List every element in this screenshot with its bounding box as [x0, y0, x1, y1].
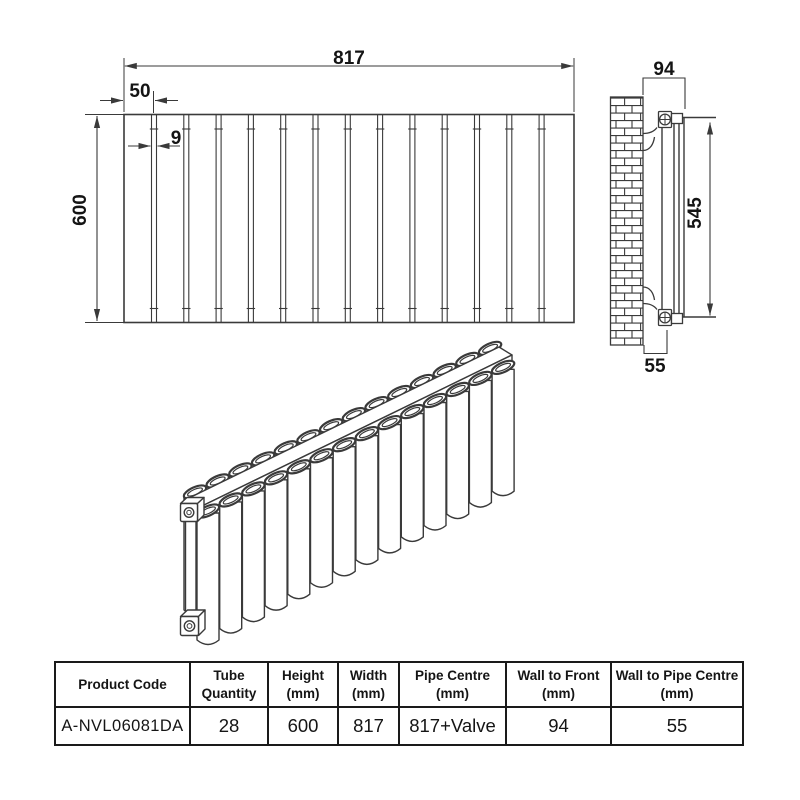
header-line2: (mm): [286, 685, 320, 701]
spec-table-row: [55, 707, 743, 745]
spec-value-cell: 28: [190, 707, 268, 745]
dim-bracket-94: [643, 78, 685, 109]
spec-table-header-row: [55, 662, 743, 707]
header-line1: Pipe Centre: [414, 667, 491, 683]
header-line1: Product Code: [78, 676, 167, 692]
spec-table-header: [399, 662, 506, 707]
dim-text-wall-to-front: 94: [653, 59, 675, 80]
spec-value-cell: 817: [338, 707, 399, 745]
header-line1: Wall to Front: [517, 667, 600, 683]
dim-text-height: 600: [70, 194, 91, 226]
header-line1: Wall to Pipe Centre: [615, 667, 739, 683]
dim-text-wall-to-pipe: 55: [644, 356, 666, 377]
spec-table: [54, 661, 744, 746]
iso-view: [181, 339, 517, 644]
header-line2: (mm): [352, 685, 385, 701]
iso-front-tube-row: [195, 358, 516, 644]
spec-value-cell: 600: [268, 707, 338, 745]
header-line2: Quantity: [201, 685, 257, 701]
spec-table-header: [268, 662, 338, 707]
header-line2: (mm): [542, 685, 575, 701]
product-code-cell: A-NVL06081DA: [55, 707, 190, 745]
front-view-labels: [70, 48, 365, 226]
spec-table-header: [55, 662, 190, 707]
spec-value-cell: 817+Valve: [399, 707, 506, 745]
dim-text-width: 817: [333, 48, 365, 69]
dim-text-pipe-height: 545: [685, 197, 706, 229]
spec-table-header: [338, 662, 399, 707]
spec-table-header: [611, 662, 743, 707]
brick-wall: [611, 97, 644, 345]
spec-value-cell: 55: [611, 707, 743, 745]
header-line2: (mm): [436, 685, 469, 701]
dim-text-tube-gap: 9: [170, 128, 182, 149]
dim-text-end-offset: 50: [129, 81, 151, 102]
header-line1: Height: [282, 667, 324, 683]
spec-table-header: [506, 662, 611, 707]
header-line1: Width: [349, 667, 388, 683]
spec-value-cell: 94: [506, 707, 611, 745]
front-view: [85, 58, 574, 323]
header-line2: (mm): [660, 685, 694, 701]
side-view-labels: [644, 59, 706, 377]
header-line1: Tube: [213, 667, 245, 683]
spec-table-header: [190, 662, 268, 707]
extension-lines-front: [85, 58, 574, 323]
front-view-tube-slots: [150, 115, 546, 323]
dim-bracket-55: [644, 330, 667, 354]
top-wall-bracket: [643, 112, 683, 151]
bottom-wall-bracket: [643, 287, 683, 326]
